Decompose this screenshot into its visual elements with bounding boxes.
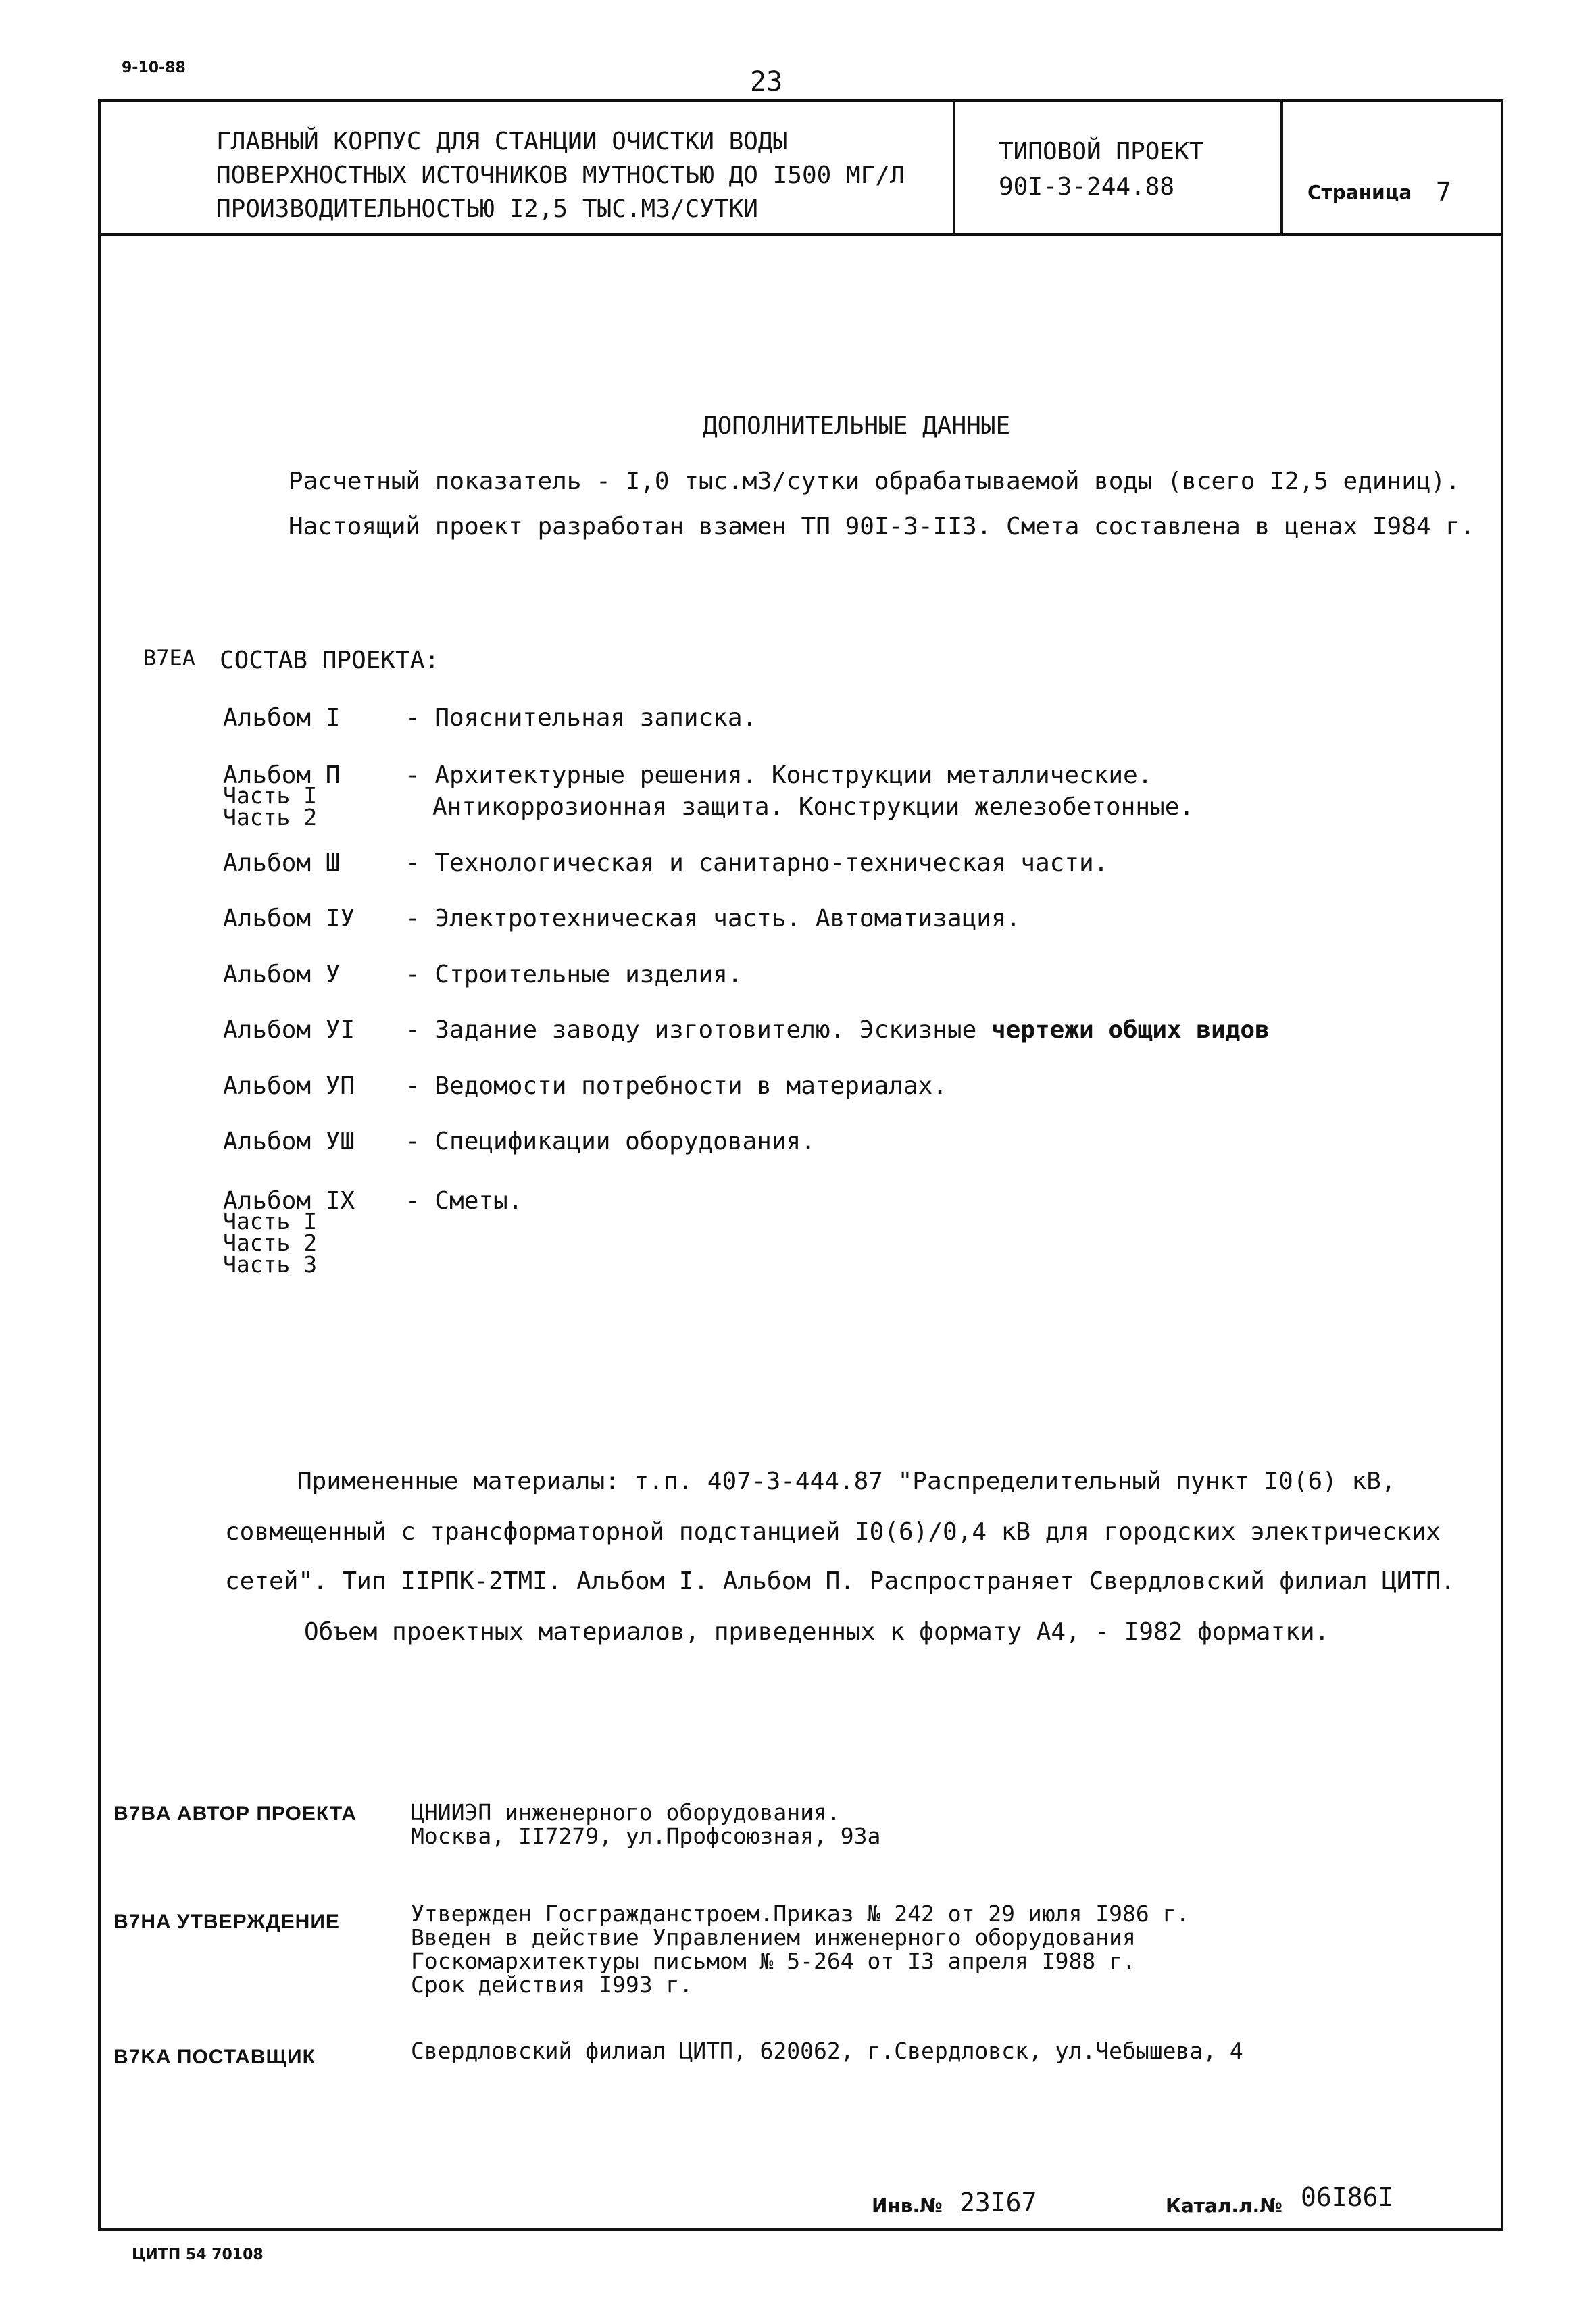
album-desc: - Архитектурные решения. Конструкции металлические. — [405, 761, 1153, 789]
author-label: B7BA АВТОР ПРОЕКТА — [114, 1803, 357, 1825]
album-part: Часть 2 — [223, 804, 318, 830]
approval-line-2: Введен в действие Управлением инженерного оборудования — [411, 1924, 1136, 1951]
bottom-code: ЦИТП 54 70108 — [132, 2246, 264, 2263]
album-part: Часть I — [223, 782, 318, 809]
additional-line-1: Расчетный показатель - I,0 тыс.м3/сутки обрабатываемой воды (всего I2,5 единиц). — [289, 468, 1460, 495]
composition-heading: СОСТАВ ПРОЕКТА: — [220, 647, 440, 674]
album-label: Альбом П — [223, 761, 341, 789]
album-desc: - Задание заводу изготовителю. Эскизные чертежи общих видов — [405, 1016, 1270, 1044]
album-label: Альбом УП — [223, 1072, 355, 1100]
album-desc: - Пояснительная записка. — [405, 704, 757, 732]
album-desc: - Ведомости потребности в материалах. — [405, 1072, 947, 1100]
supplier-label: B7KA ПОСТАВЩИК — [114, 2046, 316, 2068]
author-line-1: ЦНИИЭП инженерного оборудования. — [411, 1799, 841, 1826]
album-label: Альбом У — [223, 961, 341, 988]
materials-line-2: совмещенный с трансформаторной подстанцией I0(6)/0,4 кВ для городских электрических — [225, 1518, 1441, 1546]
approval-label: B7HA УТВЕРЖДЕНИЕ — [114, 1911, 340, 1933]
album-label: Альбом I — [223, 704, 341, 732]
album-label: Альбом IУ — [223, 905, 355, 932]
album-label: Альбом УI — [223, 1016, 355, 1044]
sheet-label: Страница — [1307, 181, 1412, 203]
header-title-line-1: ГЛАВНЫЙ КОРПУС ДЛЯ СТАНЦИИ ОЧИСТКИ ВОДЫ — [216, 128, 788, 155]
album-label: Альбом Ш — [223, 849, 341, 877]
approval-line-3: Госкомархитектуры письмом № 5-264 от I3 апреля I988 г. — [411, 1948, 1136, 1974]
album-part: Часть 3 — [223, 1251, 318, 1278]
album-desc: - Технологическая и санитарно-техническая части. — [405, 849, 1109, 877]
album-desc: - Спецификации оборудования. — [405, 1128, 816, 1155]
header-title-line-2: ПОВЕРХНОСТНЫХ ИСТОЧНИКОВ МУТНОСТЬЮ ДО I500 МГ/Л — [216, 161, 905, 189]
top-date: 9-10-88 — [122, 59, 186, 76]
album-desc: - Сметы. — [405, 1187, 523, 1215]
album-desc: - Электротехническая часть. Автоматизация. — [405, 905, 1021, 932]
approval-line-4: Срок действия I993 г. — [411, 1971, 693, 1998]
author-line-2: Москва, II7279, ул.Профсоюзная, 93а — [411, 1823, 881, 1849]
materials-line-3: сетей". Тип IIРПК-2ТМI. Альбом I. Альбом П. Распространяет Свердловский филиал ЦИТП. — [225, 1567, 1455, 1595]
album-part: Часть I — [223, 1208, 318, 1234]
album-part: Часть 2 — [223, 1230, 318, 1256]
project-number: 90I-3-244.88 — [999, 173, 1175, 201]
page-number: 23 — [750, 66, 783, 97]
header-divider — [98, 233, 1503, 236]
catalog-number: 06I86I — [1301, 2182, 1394, 2212]
album-desc: - Строительные изделия. — [405, 961, 743, 988]
catalog-label: Катал.л.№ — [1166, 2194, 1282, 2217]
materials-line-4: Объем проектных материалов, приведенных к формату А4, - I982 форматки. — [304, 1618, 1330, 1646]
header-title-line-3: ПРОИЗВОДИТЕЛЬНОСТЬЮ I2,5 ТЫС.М3/СУТКИ — [216, 195, 758, 223]
album-desc-2: Антикоррозионная защита. Конструкции железобетонные. — [432, 793, 1195, 821]
materials-line-1: Примененные материалы: т.п. 407-3-444.87 "Распределительный пункт I0(6) кВ, — [297, 1467, 1396, 1495]
approval-line-1: Утвержден Госгражданстроем.Приказ № 242 от 29 июля I986 г. — [411, 1901, 1190, 1927]
supplier-text: Свердловский филиал ЦИТП, 620062, г.Свердловск, ул.Чебышева, 4 — [411, 2038, 1243, 2064]
header-divider-v2 — [1280, 99, 1283, 234]
composition-code: B7EA — [143, 645, 196, 671]
header-divider-v1 — [953, 99, 955, 234]
album-label: Альбом УШ — [223, 1128, 355, 1155]
inv-label: Инв.№ — [872, 2194, 943, 2217]
sheet-number: 7 — [1436, 177, 1451, 207]
inv-number: 23I67 — [959, 2188, 1037, 2217]
additional-heading: ДОПОЛНИТЕЛЬНЫЕ ДАННЫЕ — [703, 412, 1011, 440]
project-label: ТИПОВОЙ ПРОЕКТ — [999, 138, 1204, 166]
album-desc-bold: чертежи общих видов — [991, 1016, 1270, 1044]
album-label: Альбом IX — [223, 1187, 355, 1215]
additional-line-2: Настоящий проект разработан взамен ТП 90I-3-II3. Смета составлена в ценах I984 г. — [289, 513, 1475, 540]
